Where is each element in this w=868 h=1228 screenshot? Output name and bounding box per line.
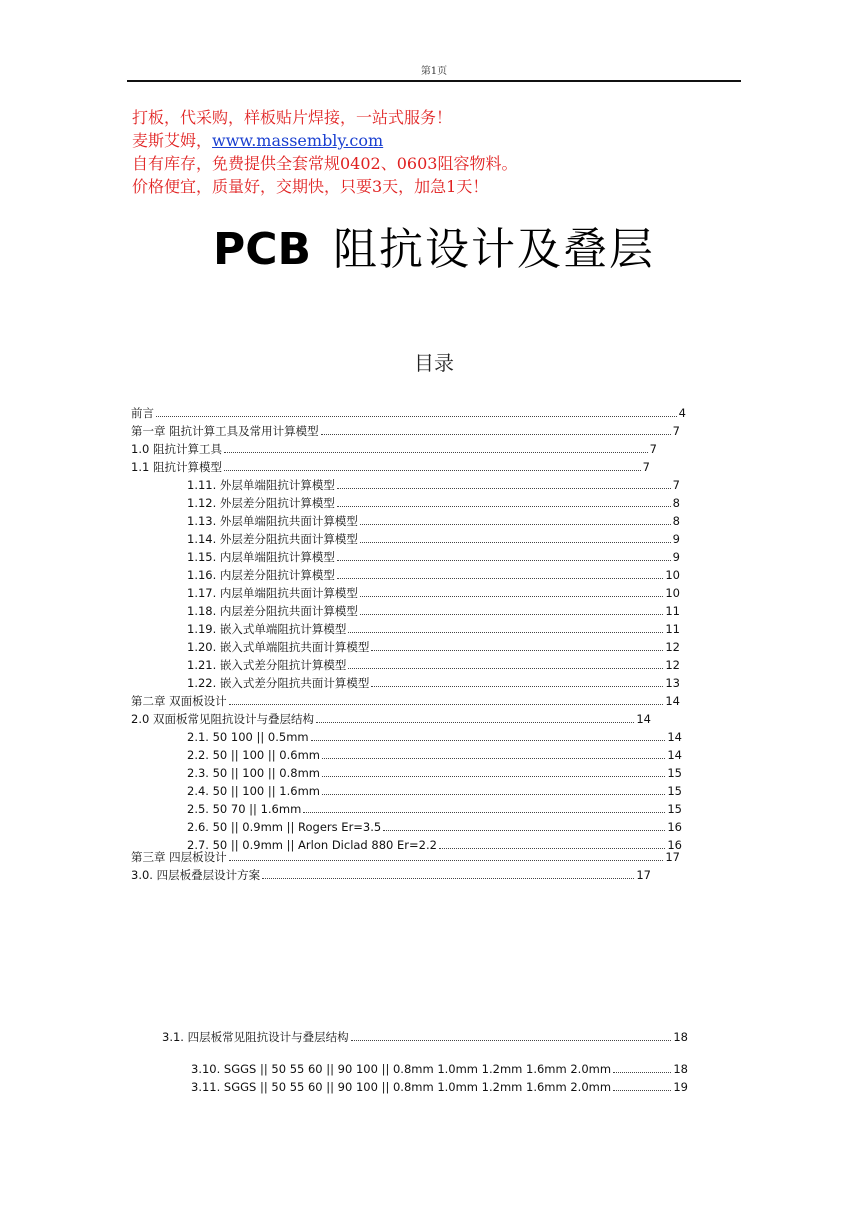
- toc-leader-dots: [360, 524, 671, 525]
- toc-entry-label: 前言: [131, 406, 154, 420]
- toc-leader-dots: [337, 488, 671, 489]
- toc-entry-label: 1.13. 外层单端阻抗共面计算模型: [187, 514, 358, 528]
- toc-entry[interactable]: [187, 800, 682, 818]
- promo-line-stock: 自有库存，免费提供全套常规0402、0603阻容物料。: [132, 154, 518, 173]
- promo-line-company: [132, 130, 383, 152]
- toc-entry-page: 11: [665, 622, 680, 636]
- toc-entry[interactable]: [131, 692, 680, 710]
- toc-entry[interactable]: [187, 602, 680, 620]
- toc-entry[interactable]: [131, 458, 650, 476]
- toc-entry-page: 16: [667, 820, 682, 834]
- toc-entry-label: 1.21. 嵌入式差分阻抗计算模型: [187, 658, 347, 672]
- toc-entry-page: 9: [672, 532, 680, 546]
- toc-leader-dots: [229, 860, 664, 861]
- toc-entry-label: 第三章 四层板设计: [131, 850, 227, 864]
- document-title-cjk: 阻抗设计及叠层: [333, 224, 656, 275]
- toc-entry-page: 10: [665, 586, 680, 600]
- toc-entry-label: 1.11. 外层单端阻抗计算模型: [187, 478, 335, 492]
- toc-entry-page: 7: [672, 478, 680, 492]
- toc-leader-dots: [337, 506, 671, 507]
- toc-leader-dots: [351, 1040, 672, 1041]
- toc-entry[interactable]: [131, 440, 657, 458]
- toc-entry-page: 12: [665, 658, 680, 672]
- toc-leader-dots: [360, 542, 671, 543]
- toc-leader-dots: [360, 614, 663, 615]
- toc-entry-page: 8: [672, 514, 680, 528]
- toc-leader-dots: [348, 668, 663, 669]
- toc-leader-dots: [303, 812, 665, 813]
- toc-entry-page: 13: [665, 676, 680, 690]
- toc-entry-label: 2.7. 50 || 0.9mm || Arlon Diclad 880 Er=2.2: [187, 838, 437, 852]
- toc-leader-dots: [371, 650, 663, 651]
- toc-entry-page: 11: [665, 604, 680, 618]
- toc-entry-label: 1.16. 内层差分阻抗计算模型: [187, 568, 335, 582]
- toc-entry[interactable]: [187, 728, 682, 746]
- toc-entry-page: 14: [636, 712, 651, 726]
- toc-entry-page: 15: [667, 802, 682, 816]
- toc-entry-label: 2.4. 50 || 100 || 1.6mm: [187, 784, 320, 798]
- toc-entry-label: 1.18. 内层差分阻抗共面计算模型: [187, 604, 358, 618]
- toc-entry-page: 18: [673, 1030, 688, 1044]
- toc-entry-label: 第二章 双面板设计: [131, 694, 227, 708]
- toc-leader-dots: [613, 1072, 671, 1073]
- toc-entry-label: 1.15. 内层单端阻抗计算模型: [187, 550, 335, 564]
- toc-heading: 目录: [414, 351, 454, 375]
- toc-entry[interactable]: [187, 494, 680, 512]
- toc-leader-dots: [156, 416, 677, 417]
- toc-entry[interactable]: [187, 476, 680, 494]
- document-title-latin: PCB: [212, 224, 312, 275]
- header-rule: [127, 80, 741, 82]
- toc-leader-dots: [311, 740, 666, 741]
- toc-entry-label: 1.12. 外层差分阻抗计算模型: [187, 496, 335, 510]
- toc-entry-label: 2.0 双面板常见阻抗设计与叠层结构: [131, 712, 314, 726]
- toc-leader-dots: [337, 560, 671, 561]
- toc-entry[interactable]: [131, 710, 651, 728]
- toc-entry[interactable]: [187, 764, 682, 782]
- toc-entry-page: 17: [636, 868, 651, 882]
- toc-entry-page: 15: [667, 784, 682, 798]
- toc-entry-page: 16: [667, 838, 682, 852]
- toc-entry-page: 17: [665, 850, 680, 864]
- toc-entry[interactable]: [187, 566, 680, 584]
- toc-leader-dots: [348, 632, 663, 633]
- page-header-label: 第1页: [420, 66, 448, 77]
- toc-entry[interactable]: [131, 422, 680, 440]
- toc-entry-label: 3.1. 四层板常见阻抗设计与叠层结构: [162, 1030, 349, 1044]
- toc-entry-page: 7: [649, 442, 657, 456]
- toc-leader-dots: [224, 470, 641, 471]
- toc-entry-page: 7: [642, 460, 650, 474]
- toc-entry[interactable]: [187, 782, 682, 800]
- toc-leader-dots: [322, 758, 665, 759]
- toc-leader-dots: [337, 578, 663, 579]
- toc-entry-label: 第一章 阻抗计算工具及常用计算模型: [131, 424, 319, 438]
- toc-entry[interactable]: [187, 638, 680, 656]
- toc-entry-page: 14: [665, 694, 680, 708]
- toc-entry[interactable]: [187, 818, 682, 836]
- toc-leader-dots: [613, 1090, 671, 1091]
- toc-entry[interactable]: [191, 1078, 688, 1096]
- toc-entry-page: 12: [665, 640, 680, 654]
- toc-entry[interactable]: [191, 1060, 688, 1078]
- toc-leader-dots: [321, 434, 671, 435]
- toc-entry[interactable]: [187, 674, 680, 692]
- toc-entry[interactable]: [187, 746, 682, 764]
- toc-entry-label: 1.0 阻抗计算工具: [131, 442, 222, 456]
- toc-entry[interactable]: [187, 620, 680, 638]
- toc-entry-page: 4: [678, 406, 686, 420]
- toc-entry-page: 19: [673, 1080, 688, 1094]
- toc-entry-label: 1.14. 外层差分阻抗共面计算模型: [187, 532, 358, 546]
- toc-entry-label: 3.0. 四层板叠层设计方案: [131, 868, 261, 882]
- toc-entry-page: 9: [672, 550, 680, 564]
- toc-leader-dots: [322, 794, 665, 795]
- company-name: 麦斯艾姆，: [132, 131, 213, 150]
- toc-entry[interactable]: [187, 548, 680, 566]
- promo-line-services: 打板，代采购，样板贴片焊接，一站式服务！: [132, 108, 453, 127]
- toc-leader-dots: [224, 452, 648, 453]
- toc-entry[interactable]: [187, 656, 680, 674]
- toc-entry-label: 1.20. 嵌入式单端阻抗共面计算模型: [187, 640, 370, 654]
- toc-entry-page: 15: [667, 766, 682, 780]
- toc-entry-page: 18: [673, 1062, 688, 1076]
- toc-entry-label: 2.1. 50 100 || 0.5mm: [187, 730, 309, 744]
- toc-entry-label: 2.5. 50 70 || 1.6mm: [187, 802, 302, 816]
- toc-entry-page: 7: [672, 424, 680, 438]
- toc-entry[interactable]: [131, 404, 686, 422]
- toc-leader-dots: [262, 878, 634, 879]
- toc-entry-label: 1.1 阻抗计算模型: [131, 460, 222, 474]
- toc-entry-label: 3.10. SGGS || 50 55 60 || 90 100 || 0.8mm 1.0mm 1.2mm 1.6mm 2.0mm: [191, 1062, 612, 1076]
- toc-entry-page: 10: [665, 568, 680, 582]
- toc-entry[interactable]: [187, 512, 680, 530]
- toc-leader-dots: [371, 686, 663, 687]
- document-title: [0, 213, 868, 277]
- toc-entry-page: 8: [672, 496, 680, 510]
- toc-leader-dots: [316, 722, 634, 723]
- toc-entry[interactable]: [131, 848, 680, 866]
- toc-entry-label: 1.19. 嵌入式单端阻抗计算模型: [187, 622, 347, 636]
- toc-entry[interactable]: [131, 866, 651, 884]
- toc-entry[interactable]: [162, 1028, 688, 1046]
- toc-leader-dots: [229, 704, 664, 705]
- toc-entry-label: 2.2. 50 || 100 || 0.6mm: [187, 748, 320, 762]
- toc-leader-dots: [322, 776, 665, 777]
- toc-entry-label: 1.22. 嵌入式差分阻抗共面计算模型: [187, 676, 370, 690]
- toc-entry[interactable]: [187, 530, 680, 548]
- promo-line-delivery: 价格便宜，质量好，交期快，只要3天，加急1天！: [132, 177, 489, 196]
- toc-entry-label: 2.3. 50 || 100 || 0.8mm: [187, 766, 320, 780]
- toc-entry[interactable]: [187, 584, 680, 602]
- toc-entry-label: 3.11. SGGS || 50 55 60 || 90 100 || 0.8mm 1.0mm 1.2mm 1.6mm 2.0mm: [191, 1080, 612, 1094]
- toc-entry-label: 1.17. 内层单端阻抗共面计算模型: [187, 586, 358, 600]
- toc-leader-dots: [383, 830, 665, 831]
- toc-leader-dots: [360, 596, 663, 597]
- toc-entry-page: 14: [667, 748, 682, 762]
- company-website-link[interactable]: www.massembly.com: [212, 131, 384, 150]
- toc-entry-page: 14: [667, 730, 682, 744]
- toc-entry-label: 2.6. 50 || 0.9mm || Rogers Er=3.5: [187, 820, 382, 834]
